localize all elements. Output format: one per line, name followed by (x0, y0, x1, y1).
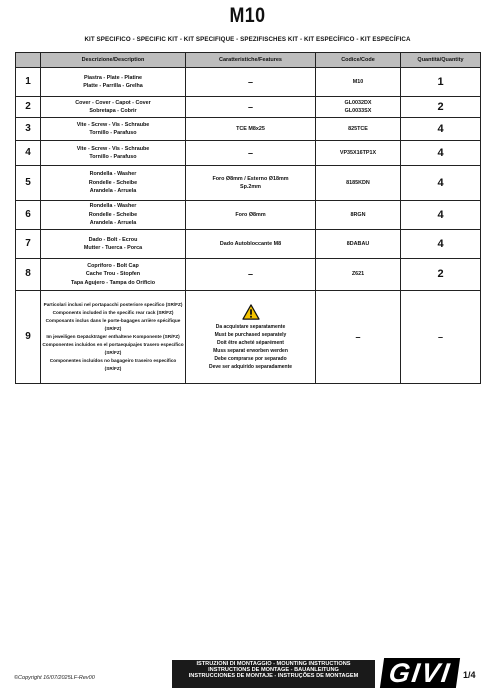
description-line: Vite - Screw - Vis - Schraube (76, 145, 150, 152)
row-features: TCE M8x25 (186, 118, 316, 141)
page-title: M10 (229, 4, 266, 27)
row-code: 8185KDN (316, 166, 401, 201)
row-features: – (186, 141, 316, 166)
instructions-banner (172, 660, 375, 688)
description-line: Rondella - Washer (89, 203, 137, 210)
row-number: 7 (16, 230, 41, 259)
row-features: Foro Ø8mm / Esterno Ø18mm Sp.2mm (186, 166, 316, 201)
description-line: Cache Trou - Stopfen (85, 271, 141, 278)
row-code: – (316, 291, 401, 384)
description-line: Tornillo - Parafuso (89, 130, 137, 136)
row-quantity: 2 (401, 97, 481, 118)
row-features (186, 291, 316, 384)
description-line: Copriforo - Bolt Cap (87, 262, 139, 269)
description-line: Composants inclus dans le porte-bagages arrière spécifique (SR/FZ) (45, 318, 181, 331)
kit-table (15, 52, 481, 384)
row-description (41, 259, 186, 291)
description-line: Rondelle - Scheibe (88, 179, 138, 186)
feature-line: Muss separat erworben werden (213, 347, 288, 354)
description-line: Mutter - Tuerca - Porca (83, 245, 143, 251)
copyright-text: ©Copyright 16/07/2025LF-Rev00 (14, 675, 95, 681)
row-description (41, 201, 186, 230)
description-line: Particolari inclusi nel portapacchi posteriore specifico (SR/FZ) (43, 302, 183, 307)
table-row (16, 201, 481, 230)
table-row (16, 118, 481, 141)
row-quantity: 4 (401, 141, 481, 166)
row-number: 2 (16, 97, 41, 118)
banner-line: INSTRUCCIONES DE MONTAJE - INSTRUÇÕES DE MONTAGEM (188, 673, 359, 680)
row-description (41, 118, 186, 141)
row-number: 8 (16, 259, 41, 291)
row-features: – (186, 97, 316, 118)
row-quantity: – (401, 291, 481, 384)
feature-line: Must be purchased separately (214, 331, 287, 338)
header-num (16, 53, 41, 68)
page-number: 1/4 (463, 670, 476, 680)
row-features: – (186, 68, 316, 97)
row-code: VP35X16TP1X (316, 141, 401, 166)
row-description (41, 166, 186, 201)
row-quantity: 1 (401, 68, 481, 97)
row-code: 825TCE (316, 118, 401, 141)
row-description (41, 141, 186, 166)
row-number: 9 (16, 291, 41, 384)
feature-line: Deve ser adquirido separadamente (208, 363, 293, 370)
row-quantity: 4 (401, 201, 481, 230)
row-description (41, 291, 186, 384)
row-code: Z621 (316, 259, 401, 291)
table-row (16, 97, 481, 118)
table-row (16, 141, 481, 166)
description-line: Tapa Agujero - Tampa do Orificio (70, 279, 156, 286)
row-quantity: 4 (401, 166, 481, 201)
table-row (16, 166, 481, 201)
givi-logo: GIVI (380, 658, 460, 688)
description-line: Componentes incluídos no bagageiro traseiro específico (SR/FZ) (49, 358, 177, 371)
row-description (41, 230, 186, 259)
row-features: Dado Autobloccante M8 (186, 230, 316, 259)
description-line: Im jeweiligen Gepäckträger enthaltene Komponente (SR/FZ) (46, 334, 180, 339)
row-features: – (186, 259, 316, 291)
row-number: 5 (16, 166, 41, 201)
table-row (16, 230, 481, 259)
description-line: Componentes incluidos en el portaequipajes trasero específico (SR/FZ) (42, 342, 184, 355)
description-line: Platte - Parrilla - Grelha (83, 83, 143, 89)
table-row (16, 291, 481, 384)
feature-line: Doit être acheté séparément (217, 339, 284, 346)
row-number: 6 (16, 201, 41, 230)
feature-line: Da acquistare separatamente (215, 323, 286, 330)
row-quantity: 4 (401, 230, 481, 259)
header-code: Codice/Code (316, 53, 401, 68)
description-line: Arandela - Arruela (89, 188, 137, 195)
table-header-row (16, 53, 481, 68)
description-line: Piastra - Plate - Platine (83, 74, 143, 81)
code-line: GL0033SX (344, 108, 372, 114)
page-subtitle: KIT SPECIFICO - SPECIFIC KIT - KIT SPECIFIQUE - SPEZIFISCHES KIT - KIT ESPECÍFICO - KIT ESPECÍFICA (84, 36, 411, 43)
header-features: Caratteristiche/Features (186, 53, 316, 68)
row-code: M10 (316, 68, 401, 97)
row-quantity: 2 (401, 259, 481, 291)
row-description (41, 68, 186, 97)
row-features: Foro Ø8mm (186, 201, 316, 230)
row-number: 3 (16, 118, 41, 141)
description-line: Tornillo - Parafuso (89, 154, 137, 160)
description-line: Rondella - Washer (89, 171, 137, 178)
row-number: 1 (16, 68, 41, 97)
row-quantity: 4 (401, 118, 481, 141)
header-quantity: Quantità/Quantity (401, 53, 481, 68)
description-line: Cover - Cover - Capot - Cover (75, 99, 151, 106)
description-line: Sobretapa - Cobrir (89, 108, 137, 114)
row-number: 4 (16, 141, 41, 166)
description-line: Vite - Screw - Vis - Schraube (76, 121, 150, 128)
feature-line: Debe comprarse por separado (214, 355, 287, 362)
header-description: Descrizione/Description (41, 53, 186, 68)
banner-line: ISTRUZIONI DI MONTAGGIO - MOUNTING INSTRUCTIONS (196, 661, 351, 667)
description-line: Arandela - Arruela (89, 220, 137, 227)
warning-icon (242, 304, 260, 320)
banner-line: INSTRUCTIONS DE MONTAGE - BAUANLEITUNG (208, 667, 339, 674)
description-line: Dado - Bolt - Ecrou (88, 236, 138, 243)
row-code: 8RGN (316, 201, 401, 230)
row-code (316, 97, 401, 118)
table-row (16, 68, 481, 97)
row-description (41, 97, 186, 118)
table-row (16, 259, 481, 291)
description-line: Rondelle - Scheibe (88, 211, 138, 218)
code-line: GL0032DX (344, 99, 372, 106)
row-code: 8DABAU (316, 230, 401, 259)
description-line: Components included in the specific rear rack (SR/FZ) (52, 310, 174, 315)
